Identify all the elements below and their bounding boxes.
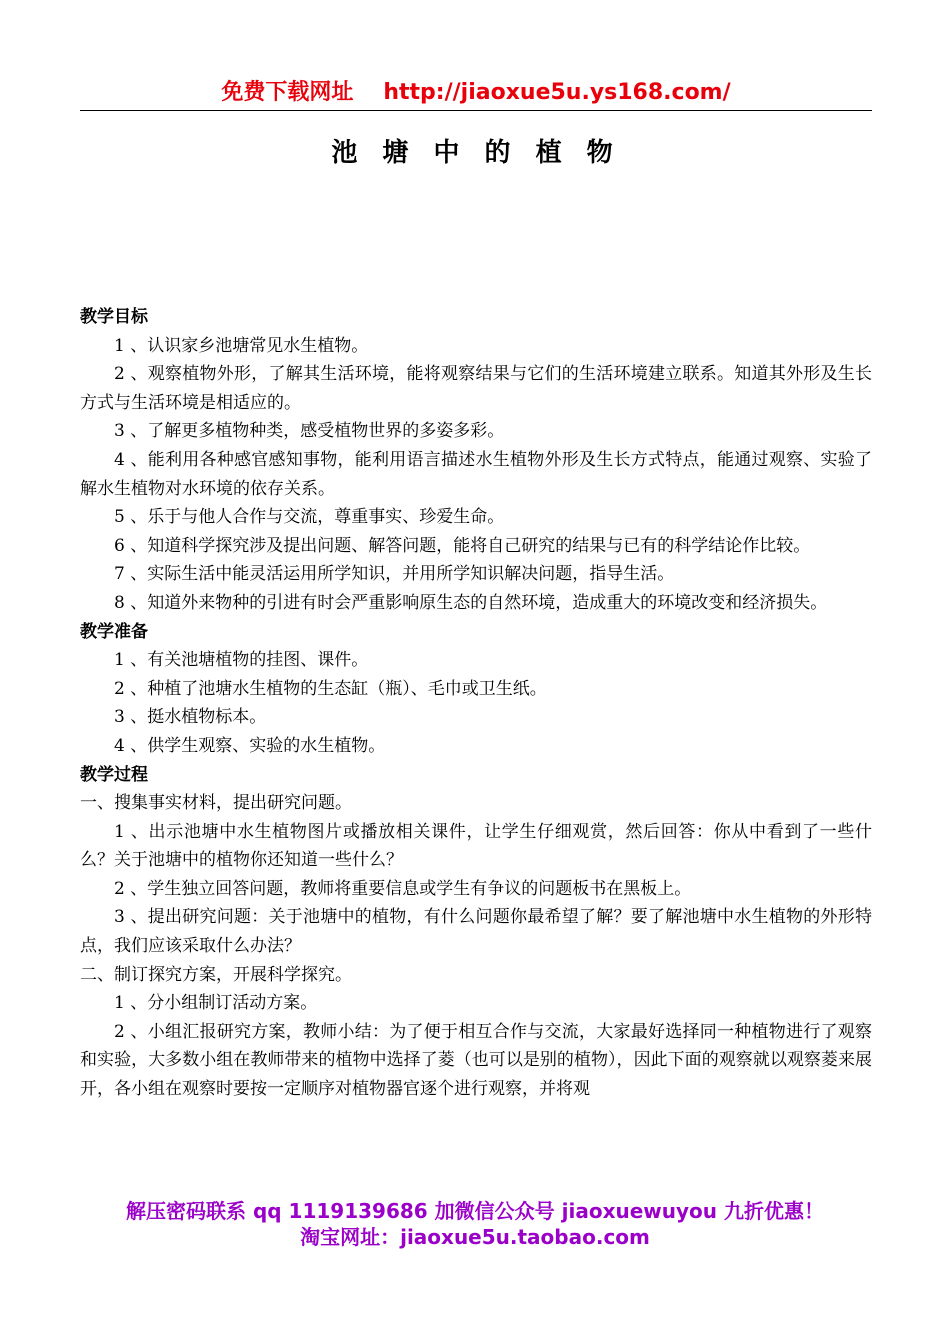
download-header xyxy=(80,78,872,108)
goal-item: 4 、能利用各种感官感知事物，能利用语言描述水生植物外形及生长方式特点，能通过观察、实验了解水生植物对水环境的依存关系。 xyxy=(80,449,872,499)
process-part-heading: 二、制订探究方案，开展科学探究。 xyxy=(80,964,352,985)
goal-item: 7 、实际生活中能灵活运用所学知识，并用所学知识解决问题，指导生活。 xyxy=(114,564,675,585)
header-divider xyxy=(80,110,872,111)
goal-item: 6 、知道科学探究涉及提出问题、解答问题，能将自己研究的结果与已有的科学结论作比较。 xyxy=(114,535,811,556)
prep-item: 2 、种植了池塘水生植物的生态缸（瓶）、毛巾或卫生纸。 xyxy=(114,678,547,699)
process-item: 1 、出示池塘中水生植物图片或播放相关课件，让学生仔细观赏，然后回答：你从中看到了一些什么？关于池塘中的植物你还知道一些什么？ xyxy=(80,821,872,871)
prep-item: 3 、挺水植物标本。 xyxy=(114,707,267,728)
section-heading-goals: 教学目标 xyxy=(80,307,148,327)
process-item: 2 、小组汇报研究方案，教师小结：为了便于相互合作与交流，大家最好选择同一种植物进行了观察和实验，大多数小组在教师带来的植物中选择了菱（也可以是别的植物），因此下面的观察就以观察菱来展开，各小组在观察时要按一定顺序对植物器官逐个进行观察，并将观 xyxy=(80,1021,872,1100)
download-label: 免费下载网址 xyxy=(221,80,354,105)
goal-item: 8 、知道外来物种的引进有时会严重影响原生态的自然环境，造成重大的环境改变和经济损失。 xyxy=(114,592,828,613)
section-heading-process: 教学过程 xyxy=(80,764,148,785)
process-part-heading: 一、搜集事实材料，提出研究问题。 xyxy=(80,793,352,814)
footer-contact: 解压密码联系 qq 1119139686 加微信公众号 jiaoxuewuyou 九折优惠！ xyxy=(126,1199,824,1223)
process-item: 2 、学生独立回答问题，教师将重要信息或学生有争议的问题板书在黑板上。 xyxy=(114,878,692,899)
goal-item: 3 、了解更多植物种类，感受植物世界的多姿多彩。 xyxy=(114,421,505,442)
document-title: 池 塘 中 的 植 物 xyxy=(331,138,621,168)
process-item: 3 、提出研究问题：关于池塘中的植物，有什么问题你最希望了解？要了解池塘中水生植物的外形特点，我们应该采取什么办法？ xyxy=(80,907,872,957)
prep-item: 4 、供学生观察、实验的水生植物。 xyxy=(114,735,386,756)
footer-shop-link[interactable]: 淘宝网址：jiaoxue5u.taobao.com xyxy=(300,1225,650,1249)
download-url-link[interactable]: http://jiaoxue5u.ys168.com/ xyxy=(383,80,731,105)
goal-item: 2 、观察植物外形，了解其生活环境，能将观察结果与它们的生活环境建立联系。知道其外形及生长方式与生活环境是相适应的。 xyxy=(80,364,872,413)
section-heading-prep: 教学准备 xyxy=(80,621,148,642)
goal-item: 5 、乐于与他人合作与交流，尊重事实、珍爱生命。 xyxy=(114,507,505,528)
goal-item: 1 、认识家乡池塘常见水生植物。 xyxy=(114,335,369,356)
prep-item: 1 、有关池塘植物的挂图、课件。 xyxy=(114,650,369,671)
process-item: 1 、分小组制订活动方案。 xyxy=(114,993,318,1014)
document-body xyxy=(80,303,872,1104)
